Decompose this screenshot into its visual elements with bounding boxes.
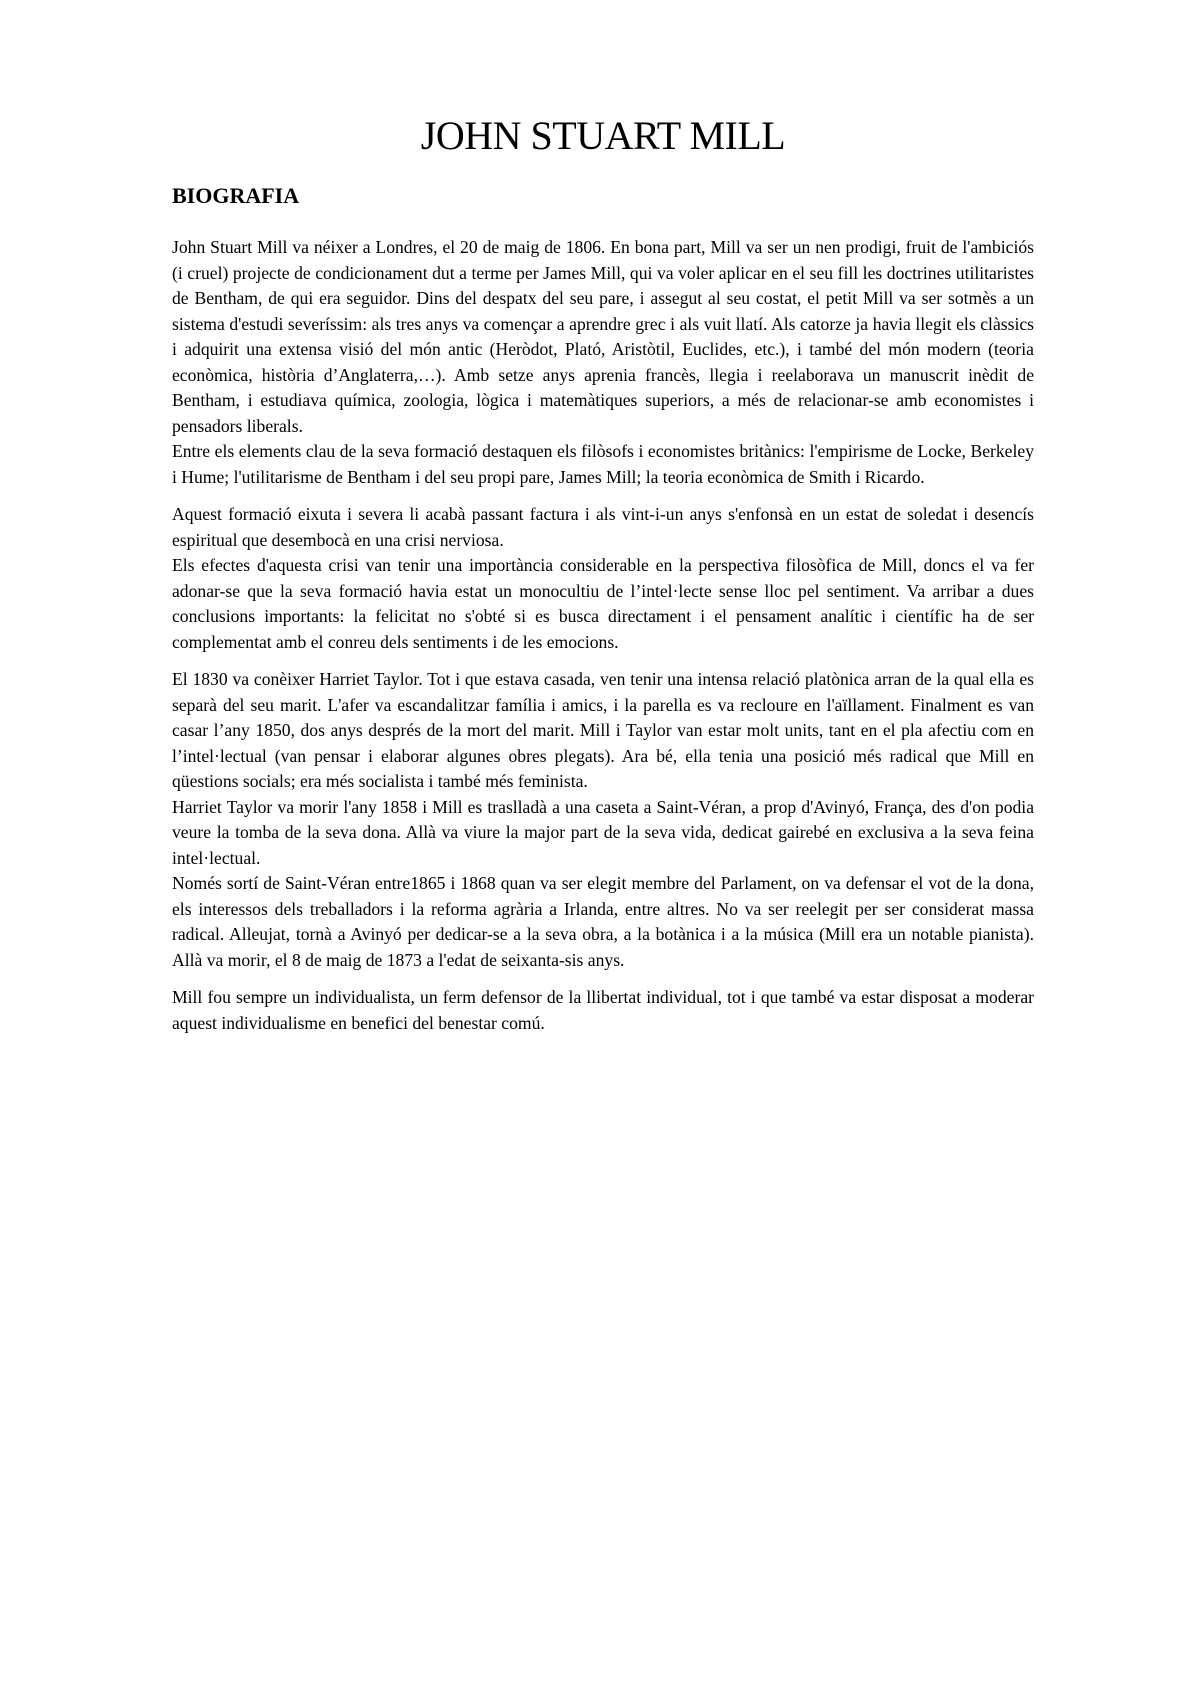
paragraph: Entre els elements clau de la seva formació destaquen els filòsofs i economistes britànics: l'empirisme de Locke, Berkeley i Hume; l'utilitarisme de Bentham i del seu propi pare, James Mill; la teoria econòmica de Smith i Ricardo. <box>172 441 1034 487</box>
paragraph: El 1830 va conèixer Harriet Taylor. Tot i que estava casada, ven tenir una intensa relació platònica arran de la qual ella es separà del seu marit. L'afer va escandalitzar família i amics, i la parella es va recloure en l'aïllament. Finalment es van casar l’any 1850, dos anys després de la mort del marit. Mill i Taylor van estar molt units, tant en el pla afectiu com en l’intel·lectual (van pensar i elaborar algunes obres plegats). Ara bé, ella tenia una posició més radical que Mill en qüestions socials; era més socialista i també més feminista. <box>172 669 1034 791</box>
paragraph: Els efectes d'aquesta crisi van tenir una importància considerable en la perspectiva filosòfica de Mill, doncs el va fer adonar-se que la seva formació havia estat un monocultiu de l’intel·lecte sense lloc pel sentiment. Va arribar a dues conclusions importants: la felicitat no s'obté si es busca directament i el pensament analític i científic ha de ser complementat amb el conreu dels sentiments i de les emocions. <box>172 555 1034 652</box>
paragraph: Només sortí de Saint-Véran entre1865 i 1868 quan va ser elegit membre del Parlament, on va defensar el vot de la dona, els interessos dels treballadors i la reforma agrària a Irlanda, entre altres. No va ser reelegit per ser considerat massa radical. Alleujat, tornà a Avinyó per dedicar-se a la seva obra, a la botànica i a la música (Mill era un notable pianista). Allà va morir, el 8 de maig de 1873 a l'edat de seixanta-sis anys. <box>172 873 1034 970</box>
section-early-life <box>172 235 1034 490</box>
section-individualism <box>172 985 1034 1036</box>
paragraph: Mill fou sempre un individualista, un ferm defensor de la llibertat individual, tot i que també va estar disposat a moderar aquest individualisme en benefici del benestar comú. <box>172 987 1034 1033</box>
section-crisis <box>172 502 1034 655</box>
section-harriet-taylor <box>172 667 1034 973</box>
paragraph: John Stuart Mill va néixer a Londres, el 20 de maig de 1806. En bona part, Mill va ser un nen prodigi, fruit de l'ambiciós (i cruel) projecte de condicionament dut a terme per James Mill, qui va voler aplicar en el seu fill les doctrines utilitaristes de Bentham, de qui era seguidor. Dins del despatx del seu pare, i assegut al seu costat, el petit Mill va ser sotmès a un sistema d'estudi severíssim: als tres anys va començar a aprendre grec i als vuit llatí. Als catorze ja havia llegit els clàssics i adquirit una extensa visió del món antic (Heròdot, Plató, Aristòtil, Euclides, etc.), i també del món modern (teoria econòmica, història d’Anglaterra,…). Amb setze anys aprenia francès, llegia i reelaborava un manuscrit inèdit de Bentham, i estudiava química, zoologia, lògica i matemàtiques superiors, a més de relacionar-se amb economistes i pensadors liberals. <box>172 237 1034 436</box>
section-heading: BIOGRAFIA <box>172 183 300 208</box>
paragraph: Harriet Taylor va morir l'any 1858 i Mill es traslladà a una caseta a Saint-Véran, a prop d'Avinyó, França, des d'on podia veure la tomba de la seva dona. Allà va viure la major part de la seva vida, dedicat gairebé en exclusiva a la seva feina intel·lectual. <box>172 796 1034 868</box>
document-title: JOHN STUART MILL <box>420 113 786 158</box>
paragraph: Aquest formació eixuta i severa li acabà passant factura i als vint-i-un anys s'enfonsà en un estat de soledat i desencís espiritual que desembocà en una crisi nerviosa. <box>172 504 1034 550</box>
